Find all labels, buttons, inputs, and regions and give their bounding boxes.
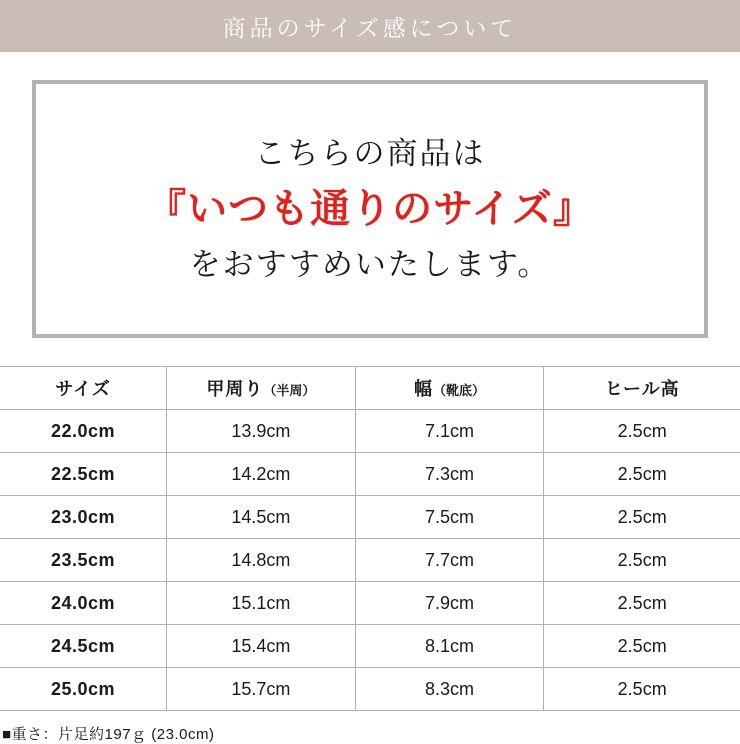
table-row <box>0 453 740 496</box>
cell-size: 22.5cm <box>0 453 167 496</box>
cell-instep: 14.2cm <box>167 453 356 496</box>
column-header-instep-label: 甲周り <box>206 379 264 399</box>
page-title: 商品のサイズ感について <box>222 14 518 41</box>
weight-note: ■重さ：片足約197ｇ (23.0cm) <box>2 726 215 743</box>
table-header-row <box>0 367 740 410</box>
size-table-section <box>0 338 740 711</box>
table-row <box>0 668 740 711</box>
cell-heel: 2.5cm <box>544 496 740 539</box>
cell-width: 7.7cm <box>355 539 544 582</box>
table-header <box>0 367 740 410</box>
column-header-width-sub: （靴底） <box>433 383 486 398</box>
column-header-size <box>0 367 167 410</box>
cell-instep: 15.4cm <box>167 625 356 668</box>
table-row <box>0 582 740 625</box>
cell-size: 24.0cm <box>0 582 167 625</box>
column-header-heel <box>544 367 740 410</box>
cell-instep: 15.7cm <box>167 668 356 711</box>
cell-width: 8.1cm <box>355 625 544 668</box>
cell-width: 7.3cm <box>355 453 544 496</box>
table-body <box>0 410 740 711</box>
column-header-instep-sub: （半周） <box>263 383 316 398</box>
cell-instep: 14.5cm <box>167 496 356 539</box>
cell-size: 22.0cm <box>0 410 167 453</box>
size-table <box>0 366 740 711</box>
column-header-heel-label: ヒール高 <box>604 379 680 399</box>
column-header-instep <box>167 367 356 410</box>
cell-heel: 2.5cm <box>544 668 740 711</box>
callout-line-3: をおすすめいたします。 <box>189 247 551 282</box>
cell-size: 25.0cm <box>0 668 167 711</box>
cell-heel: 2.5cm <box>544 625 740 668</box>
cell-width: 7.9cm <box>355 582 544 625</box>
cell-size: 23.5cm <box>0 539 167 582</box>
callout-line-1: こちらの商品は <box>254 135 486 171</box>
cell-instep: 15.1cm <box>167 582 356 625</box>
cell-heel: 2.5cm <box>544 453 740 496</box>
cell-width: 7.5cm <box>355 496 544 539</box>
column-header-width-label: 幅 <box>414 379 434 399</box>
column-header-width <box>355 367 544 410</box>
cell-instep: 14.8cm <box>167 539 356 582</box>
cell-size: 23.0cm <box>0 496 167 539</box>
cell-width: 8.3cm <box>355 668 544 711</box>
table-row <box>0 410 740 453</box>
cell-size: 24.5cm <box>0 625 167 668</box>
table-row <box>0 539 740 582</box>
cell-heel: 2.5cm <box>544 410 740 453</box>
column-header-size-label: サイズ <box>55 379 111 399</box>
cell-width: 7.1cm <box>355 410 544 453</box>
callout-section <box>0 52 740 338</box>
header-band <box>0 0 740 52</box>
cell-instep: 13.9cm <box>167 410 356 453</box>
table-row <box>0 496 740 539</box>
cell-heel: 2.5cm <box>544 582 740 625</box>
cell-heel: 2.5cm <box>544 539 740 582</box>
recommendation-callout <box>32 80 708 338</box>
table-row <box>0 625 740 668</box>
callout-highlight: 『いつも通りのサイズ』 <box>146 187 594 231</box>
